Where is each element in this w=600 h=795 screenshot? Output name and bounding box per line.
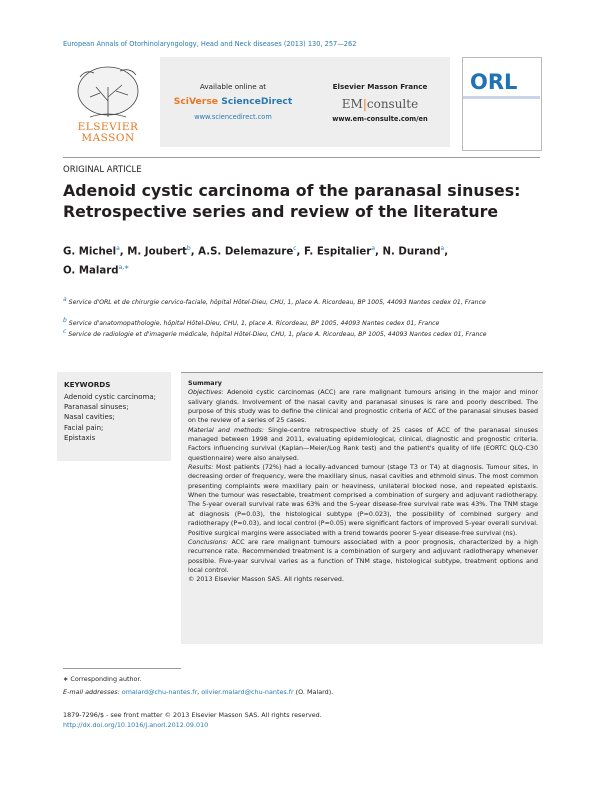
author-affiliation-mark[interactable]: a bbox=[440, 245, 445, 252]
conclusions-label: Conclusions: bbox=[188, 538, 229, 546]
abstract-text bbox=[188, 379, 538, 585]
sciverse-text: SciVerse bbox=[173, 96, 222, 107]
keyword-item: Paranasal sinuses; bbox=[64, 403, 129, 412]
affiliation-text: Service d'anatomopathologie, hôpital Hôtel-Dieu, CHU, 1, place A. Ricordeau, BP 1005, 44093 Nantes cedex 01, France bbox=[68, 320, 440, 328]
cover-orl-title: ORL bbox=[470, 70, 518, 94]
author-name[interactable]: M. Joubert bbox=[127, 246, 187, 258]
email-addresses: E-mail addresses: omalard@chu-nantes.fr, olivier.malard@chu-nantes.fr (O. Malard). bbox=[63, 688, 334, 696]
sciencedirect-logo bbox=[168, 96, 298, 107]
abstract-methods bbox=[188, 426, 538, 463]
keywords-list bbox=[64, 392, 164, 443]
affiliation-a bbox=[63, 295, 538, 309]
em-publisher-label: Elsevier Masson France bbox=[332, 82, 428, 91]
author-affiliation-mark[interactable]: a,∗ bbox=[118, 264, 130, 272]
em-logo-em: EM bbox=[341, 97, 363, 111]
objectives-label: Objectives: bbox=[188, 389, 224, 397]
author-affiliation-mark[interactable]: a bbox=[116, 245, 120, 252]
email-link-1[interactable]: omalard@chu-nantes.fr bbox=[121, 688, 198, 696]
author-affiliation-mark[interactable]: c bbox=[293, 245, 297, 252]
title-line-1: Adenoid cystic carcinoma of the paranasal sinuses: bbox=[63, 181, 521, 200]
abstract-conclusions bbox=[188, 538, 538, 575]
author-name[interactable]: N. Durand bbox=[382, 246, 441, 258]
affiliation-letter: a bbox=[63, 296, 67, 303]
keyword-item: Adenoid cystic carcinoma; bbox=[64, 393, 156, 401]
journal-citation-line[interactable]: European Annals of Otorhinolaryngology, Head and Neck diseases (2013) 130, 257—262 bbox=[63, 40, 357, 48]
author-name[interactable]: G. Michel bbox=[63, 246, 117, 258]
header-divider bbox=[63, 157, 540, 158]
author-list: G. Michel$^a$, M. Joubert$^b$, A.S. Delemazure$^c$, F. Espitalier$^a$, N. Durand$^a$, O. Malard$^{a,∗}$ bbox=[63, 245, 449, 277]
author-name[interactable]: A.S. Delemazure bbox=[198, 246, 294, 258]
keywords-heading: KEYWORDS bbox=[64, 380, 111, 389]
available-online-label: Available online at bbox=[199, 82, 267, 91]
keyword-item: Epistaxis bbox=[64, 433, 96, 442]
title-line-2: Retrospective series and review of the literature bbox=[63, 202, 499, 221]
sciencedirect-text: ScienceDirect bbox=[221, 96, 293, 107]
conclusions-text: ACC are rare malignant tumours associated with a poor prognosis, characterized by a high recurrence rate. Recommended treatment is a combination of surgery and adjuvant radiotherapy whenever possible. Five-year survival varies as a function of TNM stage, histological subtype, treatment options and local control. bbox=[188, 538, 538, 574]
keyword-item: Nasal cavities; bbox=[64, 413, 115, 422]
keyword-item: Facial pain; bbox=[64, 423, 104, 432]
affiliation-letter: c bbox=[63, 328, 67, 335]
footnote-divider bbox=[63, 668, 181, 669]
doi-link[interactable]: http://dx.doi.org/10.1016/j.anorl.2012.09.010 bbox=[63, 721, 209, 729]
corresponding-mark: ∗ bbox=[63, 675, 69, 683]
em-logo-bar: | bbox=[362, 97, 367, 111]
abstract-heading: Summary bbox=[188, 380, 222, 387]
affiliation-c bbox=[63, 327, 538, 341]
affiliation-letter: b bbox=[63, 317, 67, 324]
corresponding-author-note bbox=[63, 675, 142, 683]
sciencedirect-link[interactable]: www.sciencedirect.com bbox=[194, 113, 272, 121]
email-label: E-mail addresses: bbox=[63, 688, 120, 696]
em-consulte-logo bbox=[315, 97, 445, 111]
article-title bbox=[63, 180, 543, 222]
elsevier-masson-wordmark: ELSEVIER MASSON bbox=[77, 121, 139, 144]
issn-copyright-line: 1879-7296/$ - see front matter © 2013 Elsevier Masson SAS. All rights reserved. bbox=[63, 711, 322, 719]
author-name[interactable]: O. Malard bbox=[63, 265, 119, 277]
author-affiliation-mark[interactable]: b bbox=[186, 245, 191, 252]
objectives-text: Adenoid cystic carcinomas (ACC) are rare malignant tumours arising in the major and minor salivary glands. Involvement of the nasal cavity and paranasal sinuses is rare and poorly described. The purpose of this study was to define the clinical and prognostic criteria of ACC of the paranasal sinuses based on the review of a series of 25 cases. bbox=[188, 389, 538, 425]
abstract-copyright: © 2013 Elsevier Masson SAS. All rights reserved. bbox=[188, 576, 344, 584]
cover-band bbox=[463, 96, 540, 99]
email-link-2[interactable]: olivier.malard@chu-nantes.fr bbox=[201, 688, 294, 696]
affiliation-text: Service de radiologie et d'imagerie médicale, hôpital Hôtel-Dieu, CHU, 1, place A. Ricordeau, BP 1005, 44093 Nantes cedex 01, France bbox=[68, 331, 487, 339]
em-consulte-link[interactable]: www.em-consulte.com/en bbox=[332, 115, 428, 123]
results-text: Most patients (72%) had a locally-advanced tumour (stage T3 or T4) at diagnosis. Tumour sites, in decreasing order of frequency, were the maxillary sinus, nasal cavities and ethmoid sinus. The most common presenting complaints were maxillary pain or heaviness, unilateral blocked nose, and repeated epistaxis. When the tumour was resectable, treatment comprised a combination of surgery and adjuvant radiotherapy. The 5-year overall survival rate was 63% and the 5-year disease-free survival rate was 43%. The TNM stage at diagnosis (P=0.03), the histological subtype (P=0.023), the possibility of combined surgery and radiotherapy (P=0.03), and local control (P=0.05) were significant factors of improved 5-year overall survival. Positive surgical margins were associated with a trend towards poorer 5-year disease-free survival (ns). bbox=[188, 464, 538, 537]
affiliation-text: Service d'ORL et de chirurgie cervico-faciale, hôpital Hôtel-Dieu, CHU, 1, place A. Ricordeau, BP 1005, 44093 Nantes cedex 01, France bbox=[68, 299, 486, 307]
article-type-label: ORIGINAL ARTICLE bbox=[63, 165, 142, 175]
abstract-results bbox=[188, 463, 538, 538]
results-label: Results: bbox=[188, 464, 214, 472]
abstract-top-rule bbox=[181, 372, 543, 373]
author-affiliation-mark[interactable]: a bbox=[371, 245, 376, 252]
methods-text: Single-centre retrospective study of 25 cases of ACC of the paranasal sinuses managed between 1998 and 2011, evaluating epidemiological, clinical, diagnostic and prognostic criteria. Factors influencing survival (Kaplan—Meier/Log Rank test) and the patient's quality of life (EORTC QLQ-C30 questionnaire) were also analysed. bbox=[188, 426, 538, 462]
em-logo-consulte: consulte bbox=[366, 97, 419, 111]
email-suffix: (O. Malard). bbox=[295, 688, 334, 696]
methods-label: Material and methods: bbox=[188, 426, 264, 434]
abstract-objectives bbox=[188, 388, 538, 425]
corresponding-text: Corresponding author. bbox=[70, 675, 142, 683]
author-name[interactable]: F. Espitalier bbox=[303, 246, 372, 258]
